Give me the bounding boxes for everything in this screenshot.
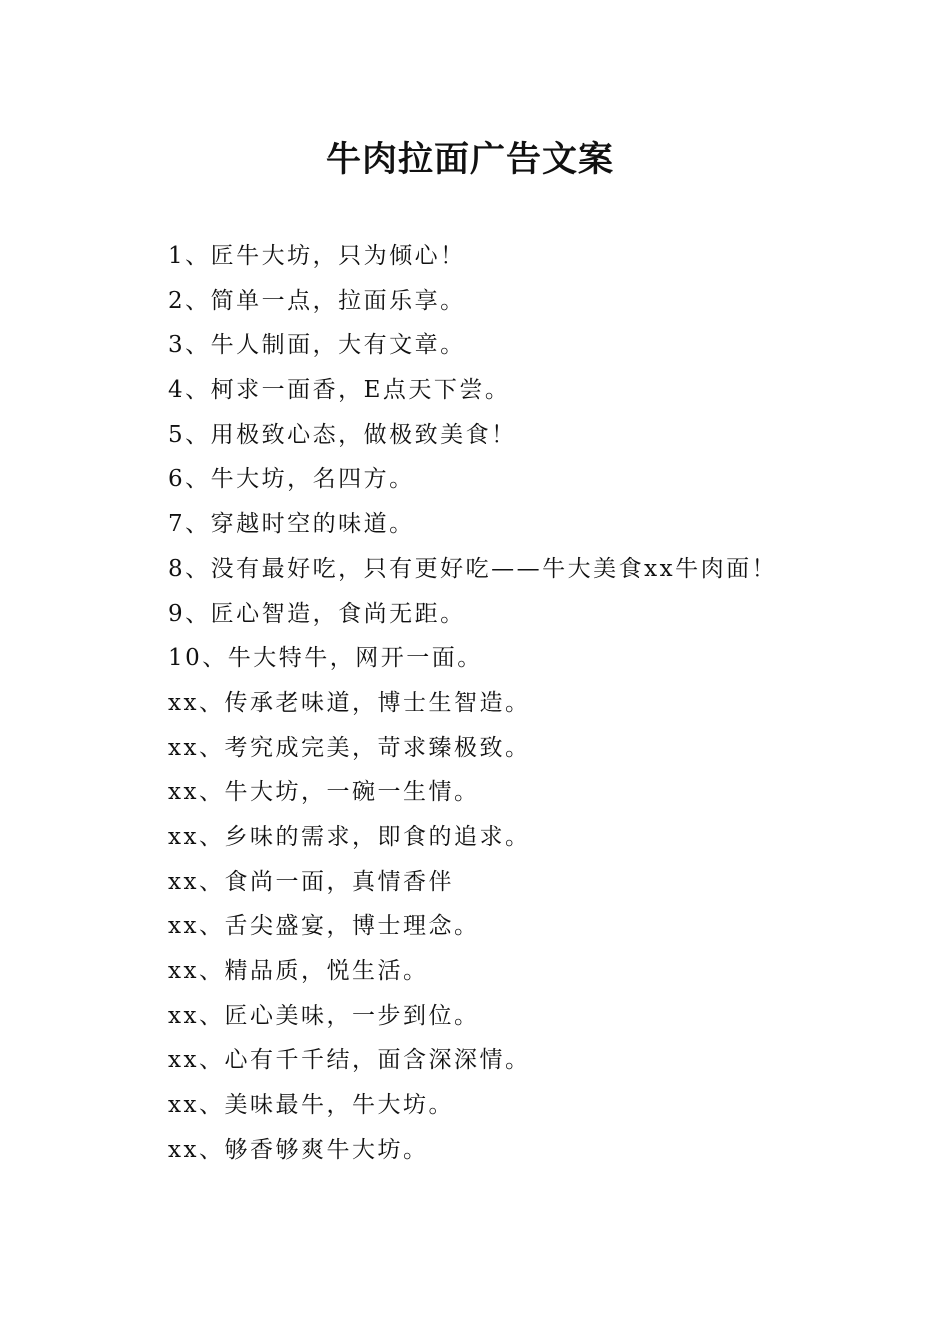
slogan-item: 2、简单一点，拉面乐享。 — [168, 287, 466, 314]
slogan-item: 8、没有最好吃，只有更好吃——牛大美食xx牛肉面！ — [168, 555, 778, 582]
slogan-item: xx、传承老味道，博士生智造。 — [168, 689, 531, 716]
slogan-item: 9、匠心智造，食尚无距。 — [168, 600, 466, 627]
slogan-item: xx、心有千千结，面含深深情。 — [168, 1047, 531, 1074]
slogan-item: xx、牛大坊，一碗一生情。 — [168, 779, 480, 806]
slogan-item: 6、牛大坊，名四方。 — [168, 466, 415, 493]
slogan-item: xx、食尚一面，真情香伴 — [168, 868, 454, 895]
slogan-item: 10、牛大特牛，网开一面。 — [168, 645, 483, 672]
slogan-item: 5、用极致心态，做极致美食！ — [168, 421, 517, 448]
slogan-item: 7、穿越时空的味道。 — [168, 511, 415, 538]
slogan-item: xx、考究成完美，苛求臻极致。 — [168, 734, 531, 761]
slogan-item: xx、舌尖盛宴，博士理念。 — [168, 913, 480, 940]
document-title: 牛肉拉面广告文案 — [325, 139, 614, 180]
slogan-item: xx、够香够爽牛大坊。 — [168, 1136, 429, 1163]
slogan-item: xx、精品质，悦生活。 — [168, 958, 429, 984]
slogan-item: 1、匠牛大坊，只为倾心！ — [168, 243, 466, 269]
slogan-list — [168, 234, 777, 1172]
slogan-item: 4、柯求一面香，E点天下尝。 — [168, 377, 511, 404]
slogan-item: xx、乡味的需求，即食的追求。 — [168, 823, 531, 850]
slogan-item: xx、匠心美味，一步到位。 — [168, 1002, 480, 1029]
slogan-item: 3、牛人制面，大有文章。 — [168, 332, 466, 359]
slogan-item: xx、美味最牛，牛大坊。 — [168, 1092, 454, 1119]
